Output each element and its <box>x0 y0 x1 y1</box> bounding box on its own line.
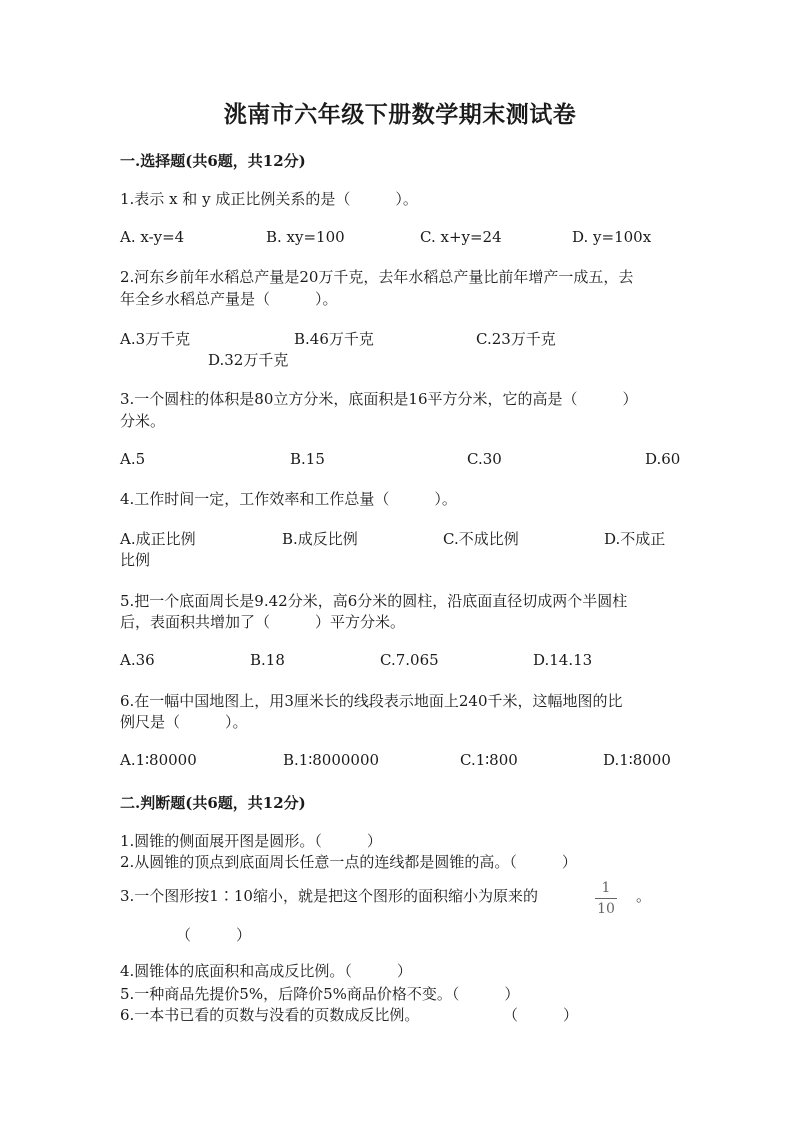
q4-option-d: D.不成正 <box>604 530 666 548</box>
q2-option-d: D.32万千克 <box>208 351 289 369</box>
judgement-item-5: 5.一种商品先提价5%，后降价5%商品价格不变。（ ） <box>120 985 520 1003</box>
q5-option-b: B.18 <box>250 651 285 669</box>
question-2-line-1: 2.河东乡前年水稻总产量是20万千克，去年水稻总产量比前年增产一成五，去 <box>120 268 634 286</box>
judgement-item-6: 6.一本书已看的页数与没看的页数成反比例。 <box>120 1006 420 1024</box>
judgement-item-3: 3.一个图形按1∶10缩小，就是把这个图形的面积缩小为原来的 <box>120 887 538 905</box>
q4-option-a: A.成正比例 <box>120 530 196 548</box>
question-5-line-1: 5.把一个底面周长是9.42分米，高6分米的圆柱，沿底面直径切成两个半圆柱 <box>120 592 628 610</box>
question-6-line-1: 6.在一幅中国地图上，用3厘米长的线段表示地面上240千米，这幅地图的比 <box>120 692 623 710</box>
section-heading-judgement: 二.判断题(共6题，共12分) <box>120 794 306 812</box>
q3-option-c: C.30 <box>467 450 502 468</box>
q1-option-c: C. x+y=24 <box>420 228 502 246</box>
q4-option-c: C.不成比例 <box>443 530 519 548</box>
q6-option-b: B.1∶8000000 <box>283 751 380 769</box>
q5-option-c: C.7.065 <box>380 651 439 669</box>
judgement-item-2: 2.从圆锥的顶点到底面周长任意一点的连线都是圆锥的高。（ ） <box>120 853 577 871</box>
question-4-text: 4.工作时间一定，工作效率和工作总量（ ）。 <box>120 490 457 508</box>
q6-option-d: D.1∶8000 <box>603 751 671 769</box>
question-1-text: 1.表示 x 和 y 成正比例关系的是（ ）。 <box>120 190 418 208</box>
q3-option-b: B.15 <box>290 450 325 468</box>
judgement-item-3-period: 。 <box>636 887 652 905</box>
judgement-item-4: 4.圆锥体的底面积和高成反比例。（ ） <box>120 962 412 980</box>
q2-option-b: B.46万千克 <box>294 330 374 348</box>
q5-option-a: A.36 <box>120 651 155 669</box>
question-6-line-2: 例尺是（ ）。 <box>120 713 248 731</box>
judgement-item-3-blank: （ ） <box>176 926 252 944</box>
fraction-denominator: 10 <box>597 901 615 917</box>
q6-option-c: C.1∶800 <box>460 751 518 769</box>
section-heading-choice: 一.选择题(共6题，共12分) <box>120 152 306 170</box>
question-5-line-2: 后，表面积共增加了（ ）平方分米。 <box>120 613 406 631</box>
q3-option-a: A.5 <box>120 450 146 468</box>
q5-option-d: D.14.13 <box>533 651 593 669</box>
fraction-numerator: 1 <box>601 880 611 896</box>
q4-option-b: B.成反比例 <box>282 530 358 548</box>
fraction-bar <box>595 898 617 899</box>
q1-option-b: B. xy=100 <box>266 228 345 246</box>
judgement-item-6-blank: （ ） <box>503 1006 579 1024</box>
q2-option-a: A.3万千克 <box>120 330 191 348</box>
q6-option-a: A.1∶80000 <box>120 751 197 769</box>
q1-option-a: A. x-y=4 <box>120 228 185 246</box>
q2-option-c: C.23万千克 <box>476 330 556 348</box>
question-3-line-1: 3.一个圆柱的体积是80立方分米，底面积是16平方分米，它的高是（ ） <box>120 390 638 408</box>
q4-option-d-wrap: 比例 <box>120 551 151 569</box>
judgement-item-1: 1.圆锥的侧面展开图是圆形。（ ） <box>120 832 382 850</box>
q1-option-d: D. y=100x <box>572 228 652 246</box>
q3-option-d: D.60 <box>645 450 681 468</box>
question-2-line-2: 年全乡水稻总产量是（ ）。 <box>120 290 338 308</box>
fraction-one-tenth <box>594 880 618 917</box>
question-3-line-2: 分米。 <box>120 412 166 430</box>
page-title: 洮南市六年级下册数学期末测试卷 <box>223 101 577 128</box>
